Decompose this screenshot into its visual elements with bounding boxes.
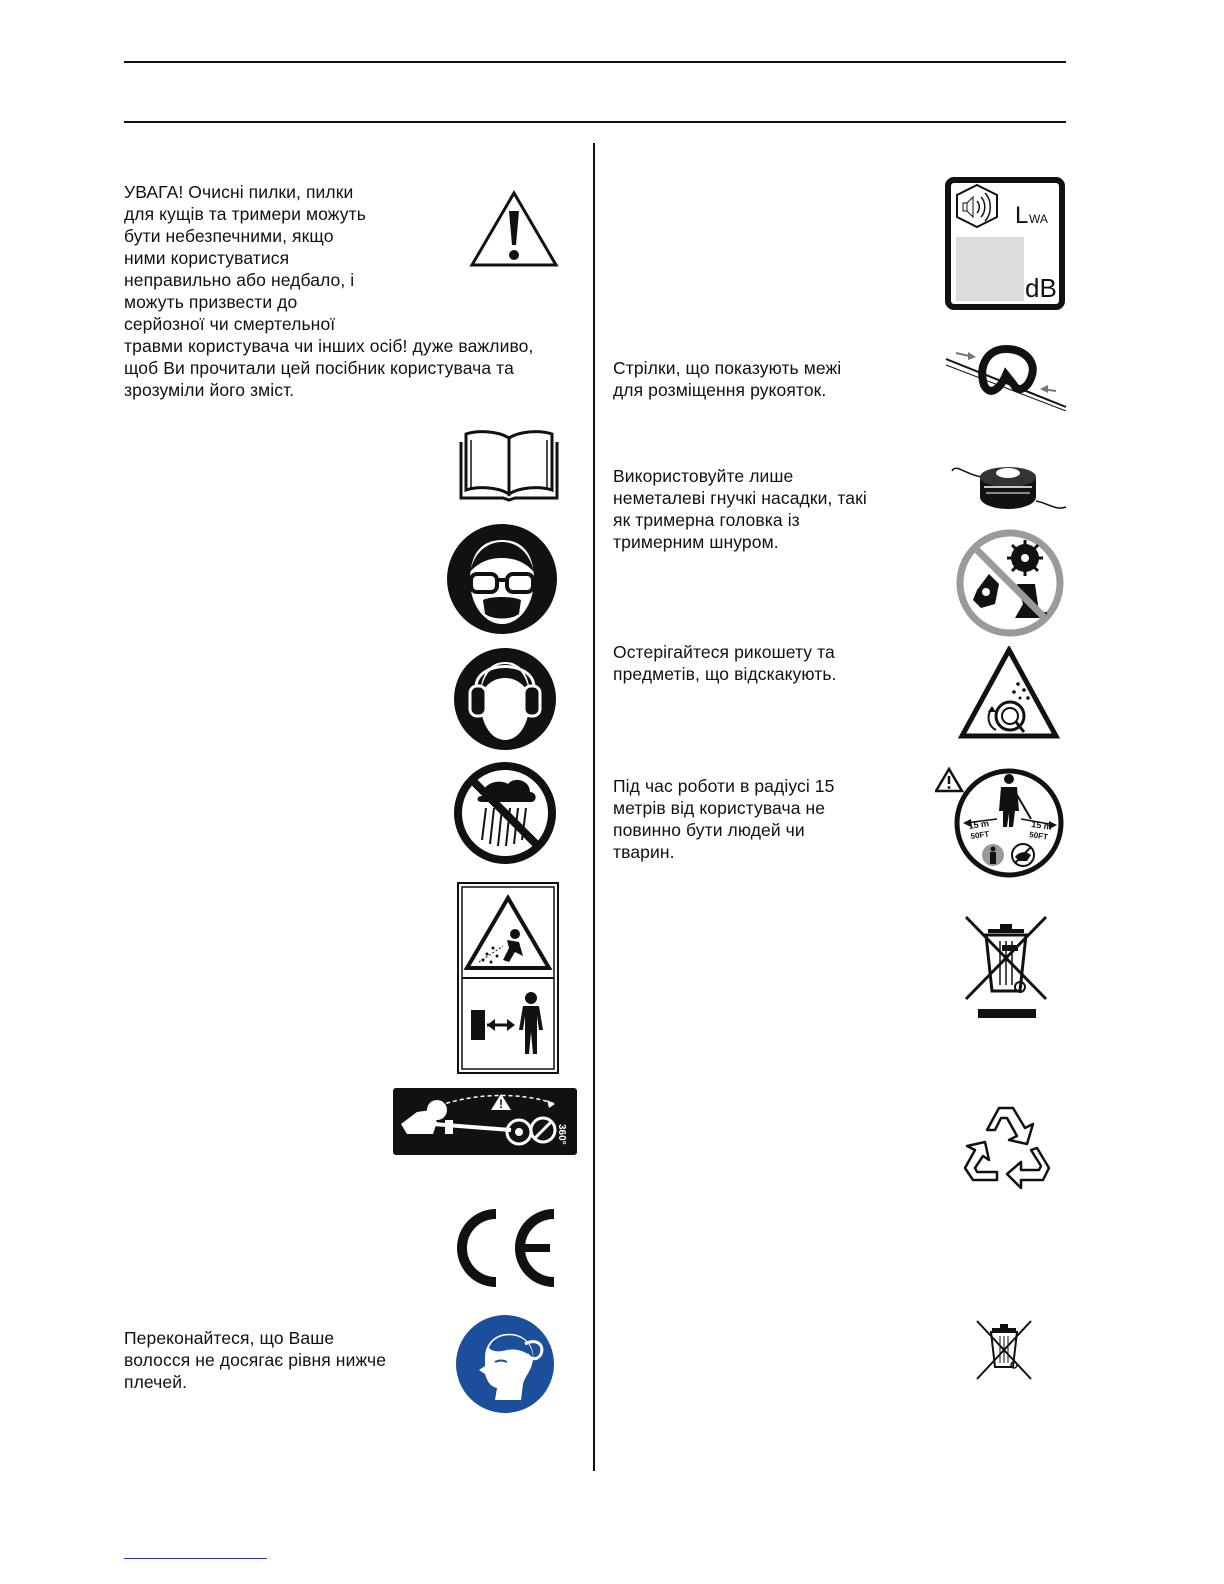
zone-unit-right: 50FT [1028, 830, 1049, 842]
warning-line: бути небезпечними, якщо [124, 226, 334, 246]
handle-limits-icon [944, 345, 1068, 411]
hair-line: волосся не досягає рівня нижче [124, 1350, 387, 1370]
ricochet-line: предметів, що відскакують. [613, 664, 837, 684]
flexible-line: як тримерна головка із [613, 510, 800, 530]
ricochet-text [613, 641, 933, 685]
hair-text [124, 1327, 454, 1393]
recycling-icon [955, 1096, 1055, 1192]
distance-line: повинно бути людей чи [613, 820, 805, 840]
no-rain-icon [452, 760, 558, 866]
footer-link-underline [124, 1558, 267, 1559]
sound-sub-label: WA [1029, 212, 1048, 226]
hearing-protection-icon [452, 646, 558, 752]
safety-distance-icon [935, 767, 1067, 881]
handles-line: для розміщення рукояток. [613, 380, 827, 400]
svg-text:!: ! [499, 1097, 503, 1111]
safety-distance-text [613, 775, 933, 863]
thrown-objects-label-icon [457, 882, 559, 1074]
distance-line: метрів від користувача не [613, 798, 826, 818]
warning-line: УВАГА! Очисні пилки, пилки [124, 182, 354, 202]
warning-triangle-icon [468, 189, 560, 269]
flexible-attachments-text [613, 465, 933, 553]
rotation-label: 360° [556, 1124, 567, 1145]
warning-line: ними користуватися [124, 248, 290, 268]
ricochet-line: Остерігайтеся рикошету та [613, 642, 835, 662]
flexible-line: тримерним шнуром. [613, 532, 779, 552]
hair-line: Переконайтеся, що Ваше [124, 1328, 335, 1348]
trimmer-label-icon [393, 1088, 577, 1155]
no-metal-blades-icon [955, 528, 1065, 638]
read-manual-icon [458, 428, 560, 502]
eye-protection-icon [445, 522, 559, 636]
warning-line: щоб Ви прочитали цей посібник користувача та [124, 358, 514, 378]
warning-line: для кущів та тримери можуть [124, 204, 366, 224]
ce-mark-icon [452, 1208, 560, 1288]
sound-label: L [1015, 202, 1029, 229]
header-bottom-rule [124, 121, 1066, 123]
zone-unit-left: 50FT [970, 829, 990, 841]
sound-power-icon [945, 177, 1065, 310]
weee-disposal-icon [962, 915, 1050, 1021]
flexible-line: неметалеві гнучкі насадки, такі [613, 488, 867, 508]
distance-line: тварин. [613, 842, 675, 862]
weee-small-icon [974, 1319, 1034, 1383]
zone-label-left: 15 m [967, 818, 990, 831]
sound-unit-label: dB [1025, 273, 1057, 303]
flexible-line: Використовуйте лише [613, 466, 794, 486]
warning-line: неправильно або недбало, і [124, 270, 355, 290]
ricochet-warning-icon [958, 646, 1060, 742]
warning-line: травми користувача чи інших осіб! дуже важливо, [124, 336, 534, 356]
handles-line: Стрілки, що показують межі [613, 358, 842, 378]
warning-line: можуть призвести до [124, 292, 298, 312]
warning-line: серйозної чи смертельної [124, 314, 336, 334]
trimmer-head-icon [950, 461, 1068, 513]
hair-line: плечей. [124, 1372, 188, 1392]
tie-hair-icon [455, 1314, 555, 1414]
zone-label-right: 15 m [1030, 819, 1053, 832]
distance-line: Під час роботи в радіусі 15 [613, 776, 835, 796]
warning-line: зрозуміли його зміст. [124, 380, 295, 400]
handles-text [613, 357, 933, 401]
header-top-rule [124, 61, 1066, 63]
